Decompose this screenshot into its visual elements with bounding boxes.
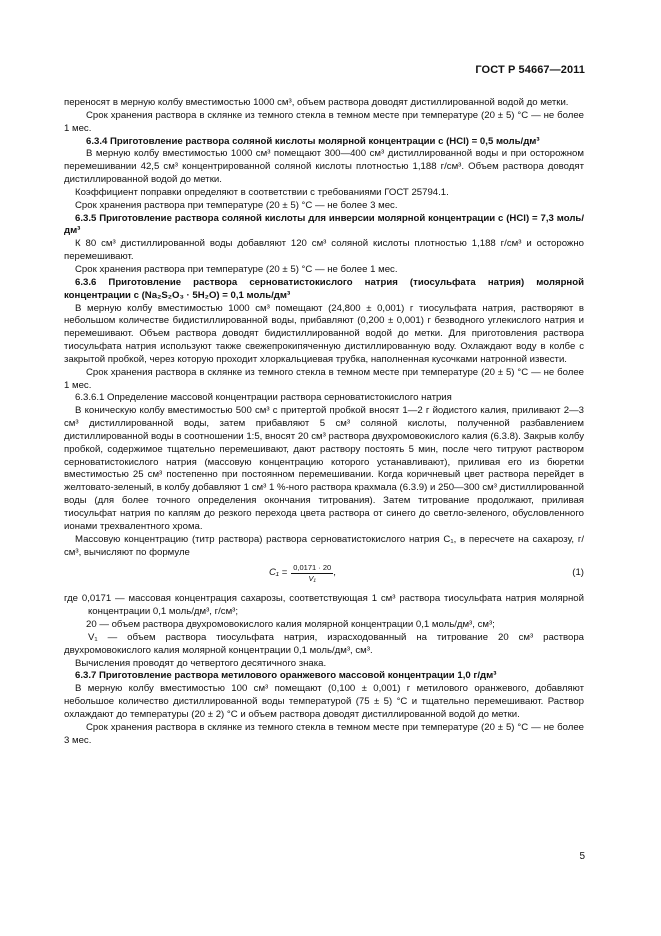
paragraph: В мерную колбу вместимостью 1000 см³ помещают 300—400 см³ дистиллированной воды и при осторожном перемешивании 42,5 см³ концентрированной соляной кислоты плотностью 1,188 г/см³. Объем раствора доводят дистиллированной водой до метки. [64,148,584,186]
paragraph: Вычисления проводят до четвертого десятичного знака. [75,657,327,669]
paragraph: Коэффициент поправки определяют в соответствии с требованиями ГОСТ 25794.1. [75,186,449,198]
page-number: 5 [579,851,585,862]
formula-numerator: 0,0171 · 20 [293,563,332,573]
formula-fraction [291,563,333,584]
section-heading-6-3-5: 6.3.5 Приготовление раствора соляной кислоты для инверсии молярной концентрации c (HCl) = 7,3 моль/дм³ [64,212,584,237]
section-heading-6-3-6: 6.3.6 Приготовление раствора серноватистокислого натрия (тиосульфата натрия) молярной концентрации c (Na₂S₂O₃ · 5H₂O) = 0,1 моль/дм³ [64,276,584,301]
paragraph: Срок хранения раствора при температуре (20 ± 5) °С — не более 1 мес. [75,263,398,275]
formula-tail: , [333,567,336,579]
paragraph: В коническую колбу вместимостью 500 см³ с притертой пробкой вносят 1—2 г йодистого калия, приливают 2—3 см³ дистиллированной воды, затем прибавляют 5 см³ соляной кислоты, полученной разбавлением дистиллированной воды в соотношении 1:5, вносят 20 см³ раствора двухромовокислого калия (6.3.8). Закрыв колбу пробкой, содержимое тщательно перемешивают, дают раствору постоять 5 мин, после чего титруют раствором серноватистокислого натрия (массовую концентрацию которого устанавливают), приливая его из бюретки вместимостью 25 см³ постепенно при постоянном перемешивании. Когда коричневый цвет раствора перейдет в желтовато-зеленый, в колбу добавляют 1 см³ 1 %-ного раствора крахмала (6.3.9) и 250—300 см³ дистиллированной воды (для более точного определения окончания титрования). Затем титрование продолжают, приливая тиосульфат натрия по каплям до резкого перехода цвета раствора от синего до светло-зеленого, обусловленного ионами трехвалентного хрома. [64,405,584,532]
variable-definition: V₁ — объем раствора тиосульфата натрия, израсходованный на титрование 20 см³ раствора двухромовокислого калия молярной концентрации 0,1 моль/дм³, см³. [64,631,584,656]
paragraph: Массовую концентрацию (титр раствора) раствора серноватистокислого натрия C₁, в пересчете на сахарозу, г/см³, вычисляют по формуле [64,533,584,558]
section-heading-6-3-7: 6.3.7 Приготовление раствора метилового оранжевого массовой концентрации 1,0 г/дм³ [75,670,497,682]
formula-1 [64,562,584,588]
section-heading-6-3-4: 6.3.4 Приготовление раствора соляной кислоты молярной концентрации c (HCl) = 0,5 моль/дм³ [86,135,540,147]
document-header: ГОСТ Р 54667—2011 [475,64,585,76]
paragraph: Срок хранения раствора при температуре (20 ± 5) °С — не более 3 мес. [75,199,398,211]
variable-definition: где 0,0171 — массовая концентрация сахарозы, соответствующая 1 см³ раствора тиосульфата натрия молярной концентрации 0,1 моль/дм³, г/см³; [64,593,584,618]
paragraph: переносят в мерную колбу вместимостью 1000 см³, объем раствора доводят дистиллированной водой до метки. [64,97,569,108]
paragraph: В мерную колбу вместимостью 1000 см³ помещают (24,800 ± 0,001) г тиосульфата натрия, растворяют в небольшом количестве бидистиллированной воды, прибавляют (0,200 ± 0,001) г безводного углекислого натрия и перемешивают. Объем раствора доводят бидистиллированной водой до метки. Для приготовления раствора тиосульфата натрия используют также свежепрокипяченную дистиллированную воду. Охлаждают воду в колбе с закрытой пробкой, через которую проходит хлоркальциевая трубка, наполненная кусочками натронной извести. [64,302,584,365]
paragraph: Срок хранения раствора в склянке из темного стекла в темном месте при температуре (20 ± 5) °С — не более 3 мес. [64,721,584,746]
paragraph: К 80 см³ дистиллированной воды добавляют 120 см³ соляной кислоты плотностью 1,188 г/см³ и осторожно перемешивают. [64,238,584,263]
document-body [64,97,584,748]
subsection-heading-6-3-6-1: 6.3.6.1 Определение массовой концентрации раствора серноватистокислого натрия [75,392,452,404]
equation-number: (1) [572,567,584,579]
formula-denominator: V₁ [308,574,316,584]
variable-definition: 20 — объем раствора двухромовокислого калия молярной концентрации 0,1 моль/дм³, см³; [86,619,495,631]
paragraph: Срок хранения раствора в склянке из темного стекла в темном месте при температуре (20 ± 5) °С — не более 1 мес. [64,366,584,391]
formula-lhs: C₁ = [269,567,288,579]
paragraph: Срок хранения раствора в склянке из темного стекла в темном месте при температуре (20 ± 5) °С — не более 1 мес. [64,109,584,134]
paragraph: В мерную колбу вместимостью 100 см³ помещают (0,100 ± 0,001) г метилового оранжевого, добавляют небольшое количество дистиллированной воды температурой (75 ± 5) °С и тщательно перемешивают. Раствор охлаждают до температуры (20 ± 2) °С и объем раствора доводят дистиллированной водой до метки. [64,683,584,720]
